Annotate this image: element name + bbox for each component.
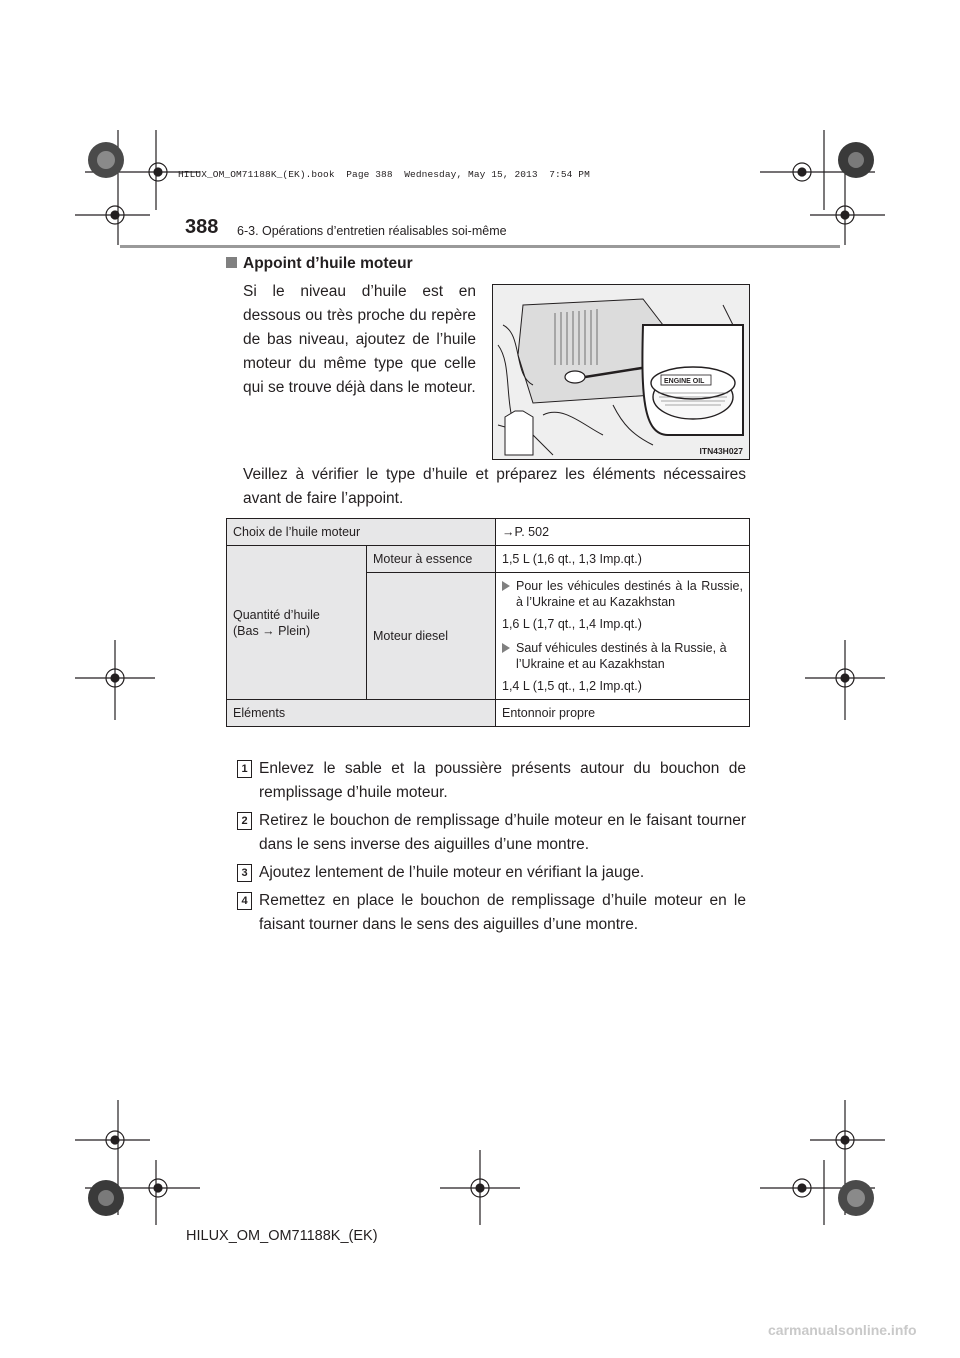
- running-head: 6-3. Opérations d’entretien réalisables soi-même: [237, 224, 507, 238]
- table-cell-items-value: Entonnoir propre: [496, 700, 750, 727]
- table-cell-diesel-value: [496, 573, 750, 700]
- figure-code: ITN43H027: [699, 446, 743, 456]
- diesel-bullet-1: Pour les véhicules destinés à la Russie, à l’Ukraine et au Kazakhstan: [516, 579, 743, 609]
- section-title: [226, 255, 413, 273]
- diesel-value-2: 1,4 L (1,5 qt., 1,2 Imp.qt.): [502, 679, 642, 693]
- book-stamp: HILUX_OM_OM71188K_(EK).book Page 388 Wednesday, May 15, 2013 7:54 PM: [178, 169, 590, 180]
- step-text: Remettez en place le bouchon de remplissage d’huile moteur en le faisant tourner dans le sens des aiguilles d’une montre.: [259, 892, 746, 933]
- engine-oil-cap-figure: [492, 284, 750, 460]
- square-bullet-icon: [226, 257, 237, 268]
- table-row: [227, 519, 750, 546]
- intro-paragraph: Si le niveau d’huile est en dessous ou très proche du repère de bas niveau, ajoutez de l’huile moteur du même type que celle qui se trouve déjà dans le moteur.: [243, 283, 476, 396]
- list-item: [237, 757, 746, 805]
- diesel-value-1: 1,6 L (1,7 qt., 1,4 Imp.qt.): [502, 617, 642, 631]
- table-cell-diesel-label: Moteur diesel: [367, 573, 496, 700]
- step-number-badge: 4: [237, 892, 252, 910]
- list-item: [237, 809, 746, 857]
- cap-label: ENGINE OIL: [664, 378, 705, 385]
- table-cell-items-label: Eléments: [227, 700, 496, 727]
- quantity-label-line1: Quantité d’huile: [233, 607, 320, 622]
- table-cell-petrol-label: Moteur à essence: [367, 546, 496, 573]
- step-text: Retirez le bouchon de remplissage d’huile moteur en le faisant tourner dans le sens inverse des aiguilles d’une montre.: [259, 812, 746, 853]
- steps-list: [237, 757, 746, 941]
- header-rule: [120, 245, 840, 248]
- footer-doc-id: HILUX_OM_OM71188K_(EK): [186, 1228, 378, 1244]
- page-number: 388: [185, 216, 219, 238]
- section-title-text: Appoint d’huile moteur: [243, 255, 413, 272]
- table-cell-petrol-value: 1,5 L (1,6 qt., 1,3 Imp.qt.): [496, 546, 750, 573]
- step-number-badge: 2: [237, 812, 252, 830]
- list-item: [237, 861, 746, 885]
- engine-bay-illustration: [493, 285, 750, 460]
- table-row: [227, 546, 750, 573]
- list-item: [237, 889, 746, 937]
- table-cell-oil-choice-value: →P. 502: [496, 519, 750, 546]
- step-number-badge: 3: [237, 864, 252, 882]
- step-text: Enlevez le sable et la poussière présents autour du bouchon de remplissage d’huile moteur.: [259, 760, 746, 801]
- list-item: [502, 640, 743, 672]
- table-cell-oil-choice-label: Choix de l’huile moteur: [227, 519, 496, 546]
- watermark: carmanualsonline.info: [768, 1322, 917, 1338]
- triangle-bullet-icon: [502, 581, 510, 591]
- table-row: [227, 700, 750, 727]
- table-cell-oil-quantity-label: [227, 546, 367, 700]
- oil-spec-table: [226, 518, 750, 727]
- step-text: Ajoutez lentement de l’huile moteur en vérifiant la jauge.: [259, 864, 645, 881]
- list-item: [502, 578, 743, 610]
- note-paragraph: Veillez à vérifier le type d’huile et préparez les éléments nécessaires avant de faire l’appoint.: [243, 466, 746, 507]
- diesel-bullet-2: Sauf véhicules destinés à la Russie, à l’Ukraine et au Kazakhstan: [516, 641, 727, 671]
- quantity-label-line2: (Bas → Plein): [233, 623, 311, 638]
- step-number-badge: 1: [237, 760, 252, 778]
- triangle-bullet-icon: [502, 643, 510, 653]
